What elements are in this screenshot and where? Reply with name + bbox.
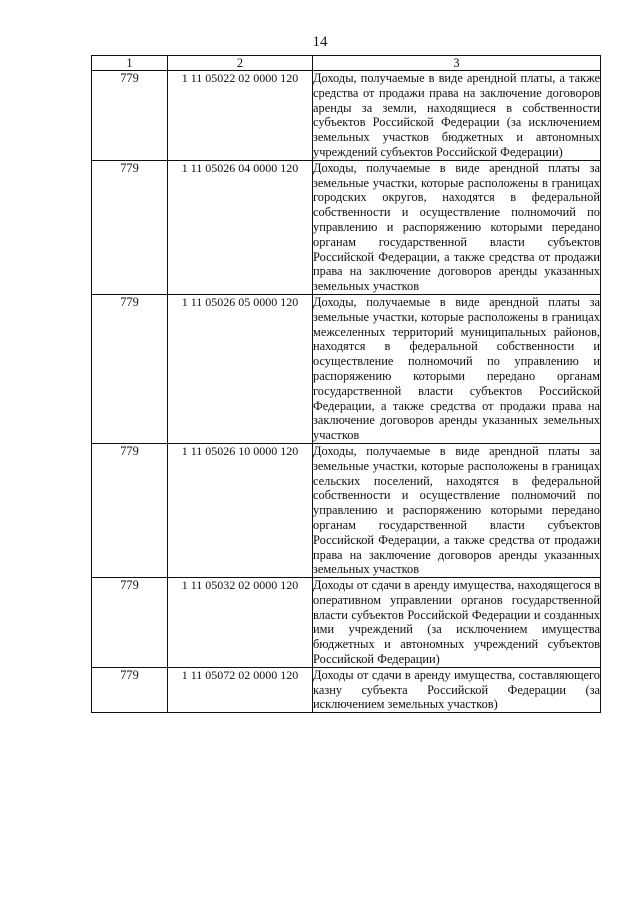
table-row <box>92 578 601 668</box>
table-row <box>92 71 601 161</box>
description-cell: Доходы, получаемые в виде арендной платы за земельные участки, которые расположены в границах межселенных территорий муниципальных районов, находятся в федеральной собственности и осуществление полномочий по управлению и распоряжению которыми передано органам государственной власти субъектов Российской Федерации, а также средства от продажи права на заключение договоров аренды указанных земельных участков <box>313 294 600 443</box>
column-header-3: 3 <box>313 56 601 71</box>
description-cell: Доходы от сдачи в аренду имущества, составляющего казну субъекта Российской Федерации (за исключением земельных участков) <box>313 667 600 712</box>
table-row <box>92 294 601 443</box>
budget-code-cell: 1 11 05022 02 0000 120 <box>168 71 313 161</box>
table-row <box>92 667 601 712</box>
page-number: 14 <box>312 34 328 50</box>
budget-code-cell: 1 11 05032 02 0000 120 <box>168 578 313 668</box>
description-cell: Доходы, получаемые в виде арендной платы, а также средства от продажи права на заключение договоров аренды за земли, находящиеся в собственности субъектов Российской Федерации (за исключением земельных участков бюджетных и автономных учреждений субъектов Российской Федерации) <box>313 71 600 159</box>
budget-code-cell: 1 11 05026 05 0000 120 <box>168 294 313 443</box>
description-cell: Доходы от сдачи в аренду имущества, находящегося в оперативном управлении органов государственной власти субъектов Российской Федерации и созданных ими учреждений (за исключением имущества бюджетных и автономных учреждений субъектов Российской Федерации) <box>313 578 600 667</box>
column-header-2: 2 <box>168 56 313 71</box>
description-cell: Доходы, получаемые в виде арендной платы за земельные участки, которые расположены в границах городских округов, находятся в федеральной собственности и осуществление полномочий по управлению и распоряжению которыми передано органам государственной власти субъектов Российской Федерации, а также средства от продажи права на заключение договоров аренды указанных земельных участков <box>313 160 600 294</box>
budget-code-cell: 1 11 05026 04 0000 120 <box>168 160 313 294</box>
admin-code-cell: 779 <box>92 71 168 161</box>
budget-code-cell: 1 11 05026 10 0000 120 <box>168 443 313 577</box>
table-row <box>92 160 601 294</box>
budget-code-cell: 1 11 05072 02 0000 120 <box>168 667 313 712</box>
admin-code-cell: 779 <box>92 443 168 577</box>
table-header-row <box>92 56 601 71</box>
admin-code-cell: 779 <box>92 160 168 294</box>
revenue-codes-table <box>91 55 601 713</box>
column-header-1: 1 <box>92 56 168 71</box>
description-cell: Доходы, получаемые в виде арендной платы за земельные участки, которые расположены в границах сельских поселений, находятся в федеральной собственности и осуществление полномочий по управлению и распоряжению которыми передано органам государственной власти субъектов Российской Федерации, а также средства от продажи права на заключение договоров аренды указанных земельных участков <box>313 443 600 577</box>
table-row <box>92 443 601 577</box>
admin-code-cell: 779 <box>92 578 168 668</box>
admin-code-cell: 779 <box>92 294 168 443</box>
admin-code-cell: 779 <box>92 667 168 712</box>
